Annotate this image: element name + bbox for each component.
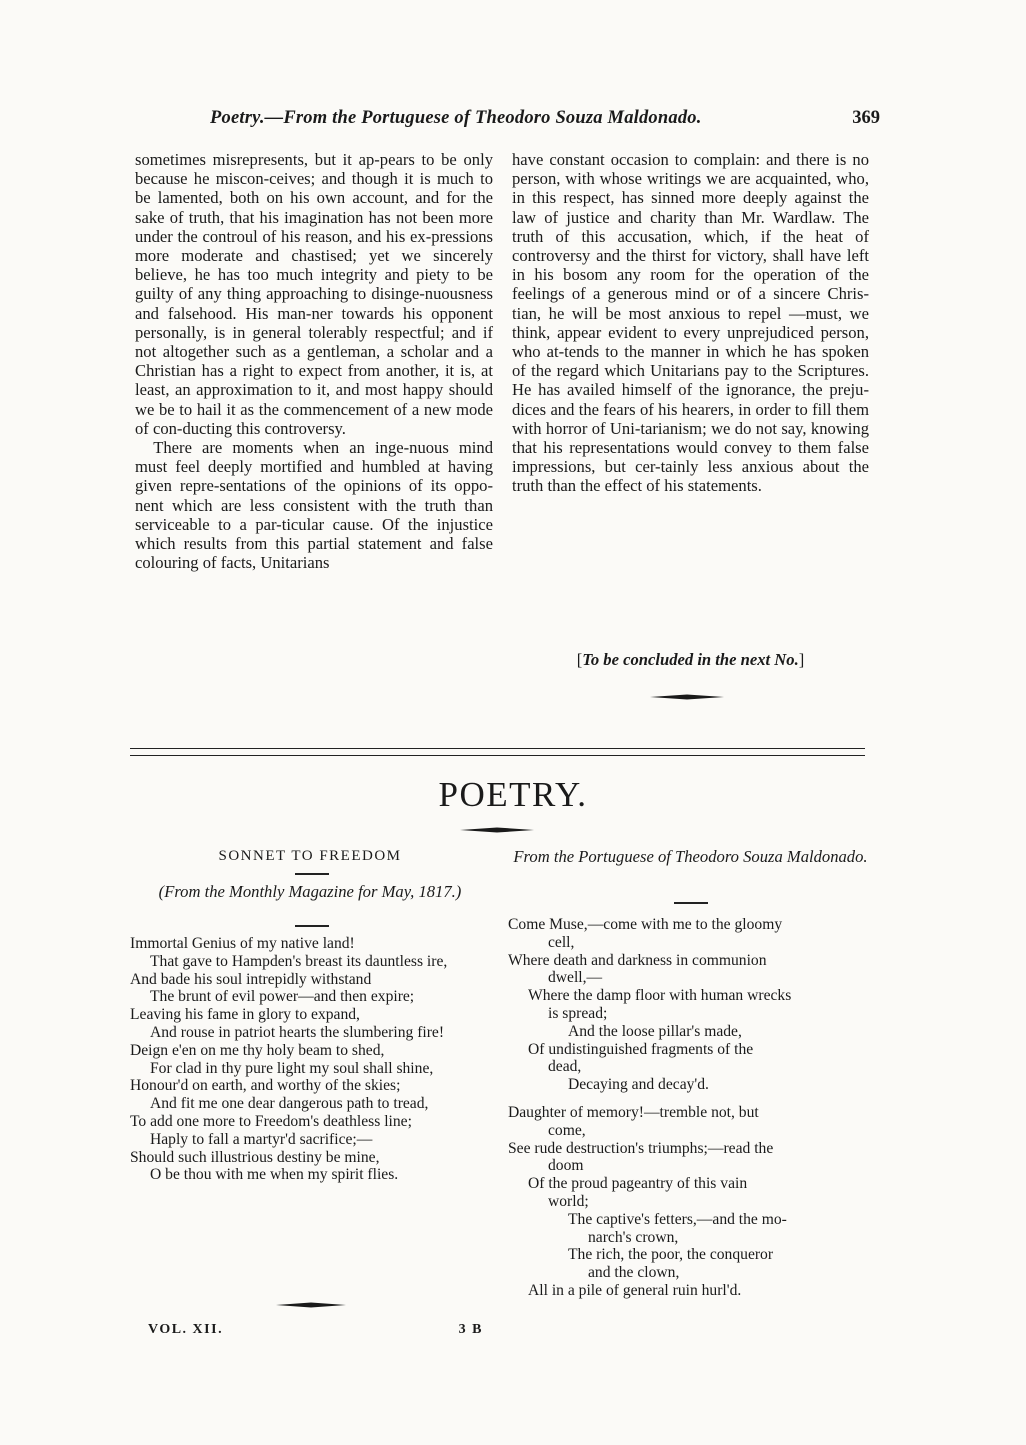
prose-column-right [512, 150, 869, 496]
portuguese-poem [508, 916, 870, 1300]
poem-line: Leaving his fame in glory to expand, [130, 1006, 360, 1024]
poem-title: SONNET TO FREEDOM [218, 848, 402, 864]
running-header [210, 108, 880, 134]
signature-mark: 3 B [458, 1322, 483, 1337]
poem-line: Should such illustrious destiny be mine, [130, 1148, 380, 1166]
double-rule [130, 748, 865, 756]
poem-line: Immortal Genius of my native land! [130, 935, 355, 952]
running-title: Poetry.—From the Portuguese of Theodoro Souza Maldonado. [210, 108, 702, 128]
poem-line: Of undistinguished fragments of the [528, 1040, 754, 1058]
poem-line: That gave to Hampden's breast its dauntless ire, [150, 952, 448, 970]
poem-line: For clad in thy pure light my soul shall shine, [150, 1059, 434, 1077]
page-number: 369 [852, 108, 880, 128]
poem-line: dwell,— [548, 969, 603, 987]
volume-label: VOL. XII. [148, 1322, 224, 1337]
poem-line: is spread; [548, 1004, 608, 1022]
continuation-note: [To be concluded in the next No.] [576, 650, 805, 669]
poem-line: Of the proud pageantry of this vain [528, 1175, 748, 1193]
poem-line: See rude destruction's triumphs;—read the [508, 1139, 774, 1157]
ornament-divider [276, 1302, 346, 1306]
poem-line: The rich, the poor, the conqueror [568, 1246, 774, 1264]
prose-paragraph: sometimes misrepresents, but it ap-pears to be only because he miscon-ceives; and though it is much to be lamented, both on his own account, and for the sake of truth, that his imagination has not been more under the controul of his reason, and his ex-pressions more moderate and chastised; yet we sincerely believe, he has too much integrity and piety to be guilty of any thing approaching to disinge-nuousness and falsehood. His man-ner towards his opponent personally, is in general tolerably respectful; and if not altogether such as a gentleman, a scholar and a Christian has a right to expect from another, it is, at least, an approximation to it, and most happy should we be to hail it as the commencement of a new mode of con-ducting this controversy. [135, 150, 493, 438]
poem-line: Daughter of memory!—tremble not, but [508, 1103, 759, 1121]
ornament-divider [460, 827, 534, 831]
poem-line: And the loose pillar's made, [568, 1022, 742, 1040]
poem-source: (From the Monthly Magazine for May, 1817.) [158, 882, 462, 901]
poem-line: And bade his soul intrepidly withstand [130, 970, 372, 988]
poem-line: O be thou with me when my spirit flies. [150, 1166, 399, 1184]
poem-line: dead, [548, 1058, 582, 1076]
poem-line: come, [548, 1121, 586, 1139]
short-rule [674, 902, 708, 904]
ornament-divider [650, 694, 724, 698]
prose-paragraph: There are moments when an inge-nuous mind must feel deeply mortified and humbled at having given repre-sentations of the opinions of its oppo-nent which are less consistent with the truth than serviceable to a par-ticular cause. Of the injustice which results from this partial statement and false colouring of facts, Unitarians [135, 438, 493, 573]
poem-line: All in a pile of general ruin hurl'd. [528, 1281, 742, 1299]
poem-line: And fit me one dear dangerous path to tread, [150, 1095, 429, 1113]
page-footer [148, 1322, 483, 1338]
poem-line: narch's crown, [588, 1228, 679, 1246]
poem-line: To add one more to Freedom's deathless line; [130, 1112, 412, 1130]
poem-line: Haply to fall a martyr'd sacrifice;— [150, 1130, 373, 1148]
poem-line: Come Muse,—come with me to the gloomy [508, 916, 783, 933]
continuation-text: To be concluded in the next No. [582, 650, 799, 669]
poem-line: Deign e'en on me thy holy beam to shed, [130, 1041, 385, 1059]
poem-line: And rouse in patriot hearts the slumbering fire! [150, 1023, 445, 1041]
poem-line: Where the damp floor with human wrecks [528, 987, 792, 1005]
poem-line: Where death and darkness in communion [508, 951, 767, 969]
section-title: POETRY. [438, 775, 588, 814]
poem-title: From the Portuguese of Theodoro Souza Maldonado. [513, 847, 868, 866]
poem-line: doom [548, 1157, 584, 1175]
poem-line: world; [548, 1192, 589, 1210]
poem-line: The captive's fetters,—and the mo- [568, 1210, 787, 1228]
poem-line: cell, [548, 933, 575, 951]
poem-line: Decaying and decay'd. [568, 1076, 709, 1094]
prose-paragraph: have constant occasion to complain: and there is no person, with whose writings we are acquainted, who, in this respect, has sinned more deeply against the law of justice and charity than Mr. Wardlaw. The truth of this accusation, which, if the heat of controversy and the thirst for victory, shall have left in his bosom any room for the operation of the feelings of a generous mind or of a sincere Chris-tian, he will be most anxious to repel —must, we think, appear evident to every unprejudiced person, who at-tends to the manner in which he has spoken of the regard which Unitarians pay to the Scriptures. He has availed himself of the ignorance, the preju-dices and the fears of his hearers, in order to fill them with horror of Uni-tarianism; we do not say, knowing that his representations would convey to them false impressions, but cer-tainly less anxious about the truth than the effect of his statements. [512, 150, 869, 496]
prose-column-left [135, 150, 493, 572]
poem-line: and the clown, [588, 1264, 680, 1282]
short-rule [295, 925, 329, 927]
poem-line: The brunt of evil power—and then expire; [150, 988, 415, 1006]
poem-line: Honour'd on earth, and worthy of the skies; [130, 1077, 401, 1095]
short-rule [295, 873, 329, 875]
sonnet-poem [130, 935, 490, 1184]
stanza-break [508, 1094, 870, 1104]
